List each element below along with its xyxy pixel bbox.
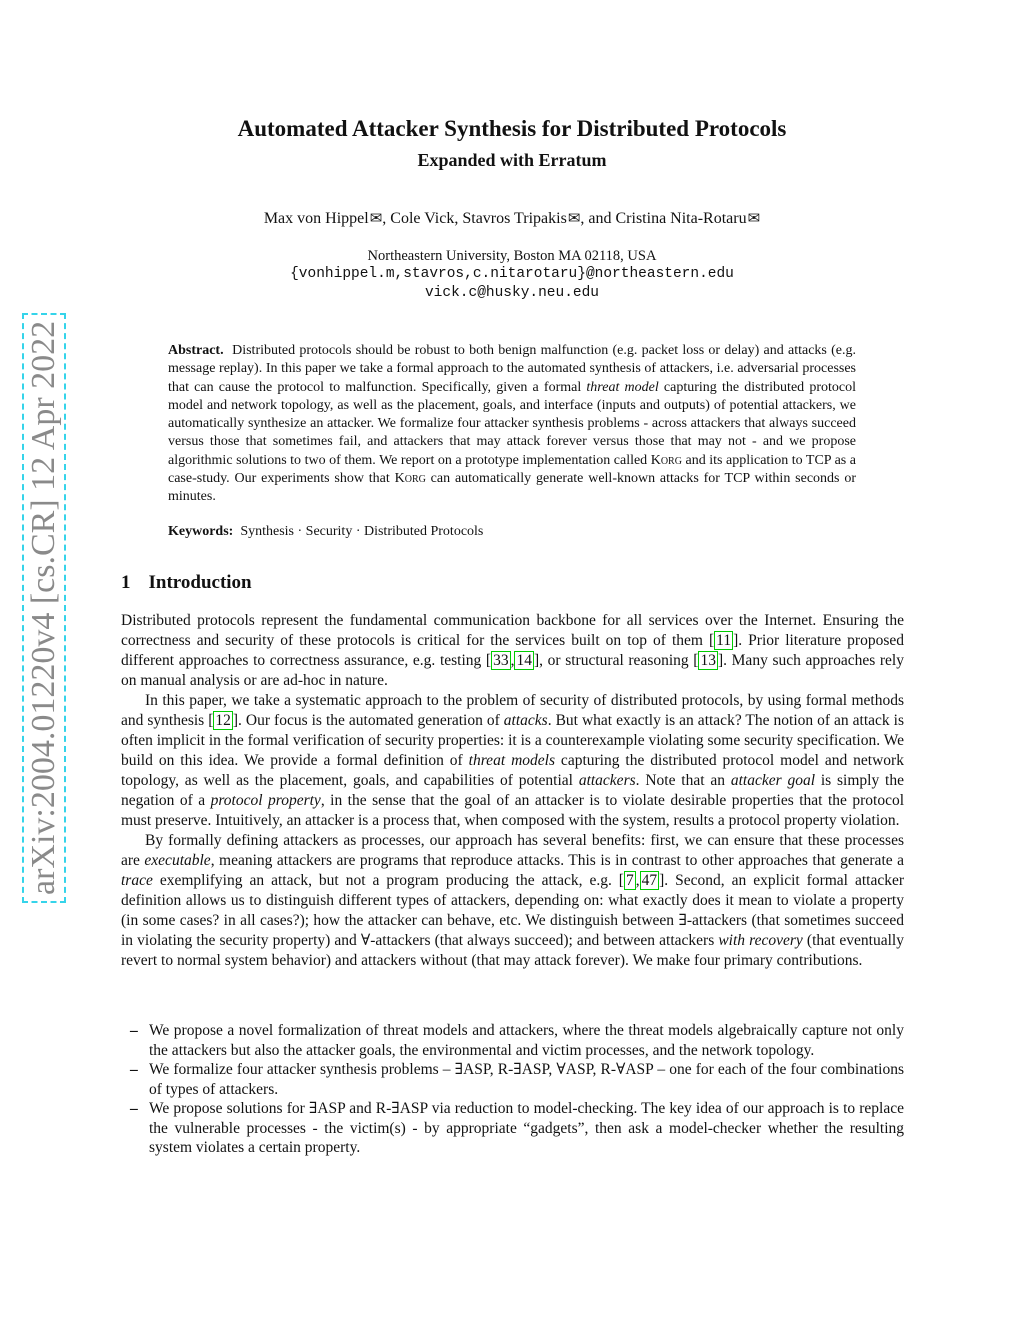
tool-name: Korg: [650, 452, 682, 468]
emphasis: threat models: [468, 752, 555, 769]
paragraph: [121, 831, 904, 971]
list-item-text: We propose a novel formalization of threat models and attackers, where the threat models algebraically capture not only the attackers but also the attacker goals, the environmental and victim processes, and the network topology.: [149, 1022, 904, 1059]
text-run: exemplifying an attack, but not a program producing the attack, e.g. [: [152, 872, 624, 889]
text-run: ,: [510, 652, 515, 669]
citation-link[interactable]: 13: [700, 652, 716, 669]
keywords-value: Synthesis · Security · Distributed Protocols: [240, 524, 484, 539]
citation-link[interactable]: 14: [516, 652, 532, 669]
text-run: ,: [635, 872, 640, 889]
emphasis: trace: [121, 872, 153, 889]
text-run: ]. Our focus is the automated generation of: [232, 712, 504, 729]
abstract-emphasis: threat model: [586, 379, 659, 395]
author-separator: , and: [580, 210, 616, 227]
abstract-text: Distributed protocols should be robust to both benign malfunction (e.g. packet loss or delay) and attacks (e.g. message replay). In this paper we take a formal approach to the automated synthesis of attackers, i.e. adversarial processes that can cause the protocol to malfunction. Specifically, given a formal: [168, 343, 856, 395]
abstract-text: can automatically generate well-known attacks for TCP within seconds or minutes.: [168, 471, 856, 505]
author-emails: {vonhippel.m,stavros,c.nitarotaru}@northeastern.edu: [290, 266, 734, 282]
emphasis: with recovery: [718, 932, 803, 949]
author-name: Cole Vick: [390, 210, 455, 227]
text-run: (that eventually revert to normal system behavior) and attackers without (that may attack forever). We make four primary contributions.: [121, 932, 904, 969]
list-bullet: –: [130, 1022, 138, 1039]
tool-name: Korg: [394, 471, 426, 487]
emphasis: attacks: [503, 712, 548, 729]
section-number: 1: [121, 572, 131, 593]
citation-link[interactable]: 7: [625, 872, 634, 889]
author-name: Stavros Tripakis: [462, 210, 567, 227]
list-item: [121, 1021, 904, 1060]
author-separator: ,: [454, 210, 463, 227]
emphasis: protocol property: [210, 792, 321, 809]
citation-link[interactable]: 47: [641, 872, 658, 889]
paper-subtitle: Expanded with Erratum: [417, 150, 607, 170]
paragraph: [121, 691, 904, 831]
section-title: Introduction: [148, 572, 252, 593]
list-bullet: –: [130, 1061, 138, 1078]
text-run: , meaning attackers are programs that reproduce attacks. This is in contrast to other approaches that generate a: [210, 852, 905, 869]
mail-icon: ✉: [369, 211, 383, 227]
text-run: . But what exactly is an attack? The notion of an attack is often implicit in the formal verification of security properties: it is a counterexample violating some security specification. We build on this idea. We provide a formal definition of: [121, 712, 905, 769]
list-item: [121, 1099, 904, 1158]
text-run: In this paper, we take a systematic approach to the problem of security of distributed protocols, by using formal methods and synthesis [: [121, 692, 904, 729]
abstract-text: capturing the distributed protocol model and network topology, as well as the placement, goals, and interface (inputs and outputs) of potential attackers, we automatically synthesize an attacker. We formalize four attacker synthesis problems - across attackers that always succeed versus those that sometimes fail, and attackers that may attack forever versus those that may not - and we propose algorithmic solutions to two of them. We report on a prototype implementation called: [168, 379, 856, 468]
author-separator: ,: [382, 210, 391, 227]
list-item-text: We formalize four attacker synthesis problems – ∃ASP, R-∃ASP, ∀ASP, R-∀ASP – one for each of the four combinations of types of attackers.: [149, 1061, 904, 1098]
keywords: [168, 524, 856, 540]
text-run: Distributed protocols represent the fundamental communication backbone for all services over the Internet. Ensuring the correctness and security of these protocols is critical for the services built on top of them [: [121, 612, 904, 649]
abstract-text: and its application to TCP as a case-study. Our experiments show that: [168, 452, 856, 487]
emphasis: executable: [144, 852, 211, 869]
introduction-body: [121, 611, 904, 971]
text-run: capturing the distributed protocol model and network topology, as well as the placement, goals, and capabilities of potential: [121, 752, 904, 789]
mail-icon: ✉: [567, 211, 581, 227]
citation-link[interactable]: 33: [493, 652, 509, 669]
author-name: Cristina Nita-Rotaru: [615, 210, 747, 227]
section-heading: [121, 572, 252, 594]
abstract-label: Abstract.: [168, 343, 224, 358]
text-run: ], or structural reasoning [: [533, 652, 699, 669]
emphasis: attacker goal: [730, 772, 816, 789]
list-item-text: We propose solutions for ∃ASP and R-∃ASP via reduction to model-checking. The key idea of our approach is to replace the vulnerable processes - the victim(s) - by appropriate “gadgets”, then ask a model-checker whether the resulting system violates a certain property.: [149, 1100, 904, 1156]
author-name: Max von Hippel: [263, 210, 369, 227]
text-run: ]. Second, an explicit formal attacker definition allows us to distinguish different types of attackers, depending on: what exactly does it mean to violate a property (in some cases? in all cases?); how the attacker can behave, etc. We distinguish between ∃-attackers (that sometimes succeed in violating the security property) and ∀-attackers (that always succeed); and between attackers: [121, 872, 905, 949]
abstract: [168, 342, 856, 507]
text-run: ]. Prior literature proposed different approaches to correctness assurance, e.g. testing [: [121, 632, 904, 669]
keywords-label: Keywords:: [168, 524, 234, 539]
text-run: is simply the negation of a: [121, 772, 904, 809]
arxiv-identifier: arXiv:2004.01220v4 [cs.CR] 12 Apr 2022: [22, 313, 66, 903]
paragraph: [121, 611, 904, 691]
emphasis: attackers: [578, 772, 636, 789]
paper-title: Automated Attacker Synthesis for Distributed Protocols: [237, 116, 787, 141]
list-bullet: –: [130, 1100, 138, 1117]
mail-icon: ✉: [747, 211, 761, 227]
contributions-list: [121, 1021, 904, 1158]
text-run: , in the sense that the goal of an attacker is to violate desirable properties that the protocol must preserve. Intuitively, an attacker is a process that, when composed with the system, results a protocol property violation.: [121, 792, 904, 829]
text-run: . Note that an: [635, 772, 731, 789]
citation-link[interactable]: 12: [215, 712, 231, 729]
author-email-secondary: vick.c@husky.neu.edu: [424, 285, 600, 301]
citation-link[interactable]: 11: [716, 632, 732, 649]
affiliation: Northeastern University, Boston MA 02118, USA: [367, 248, 657, 264]
text-run: ]. Many such approaches rely on manual analysis or are ad-hoc in nature.: [121, 652, 904, 689]
author-list: [0, 209, 1024, 228]
list-item: [121, 1060, 904, 1099]
text-run: By formally defining attackers as processes, our approach has several benefits: first, we can ensure that these processes are: [121, 832, 904, 869]
